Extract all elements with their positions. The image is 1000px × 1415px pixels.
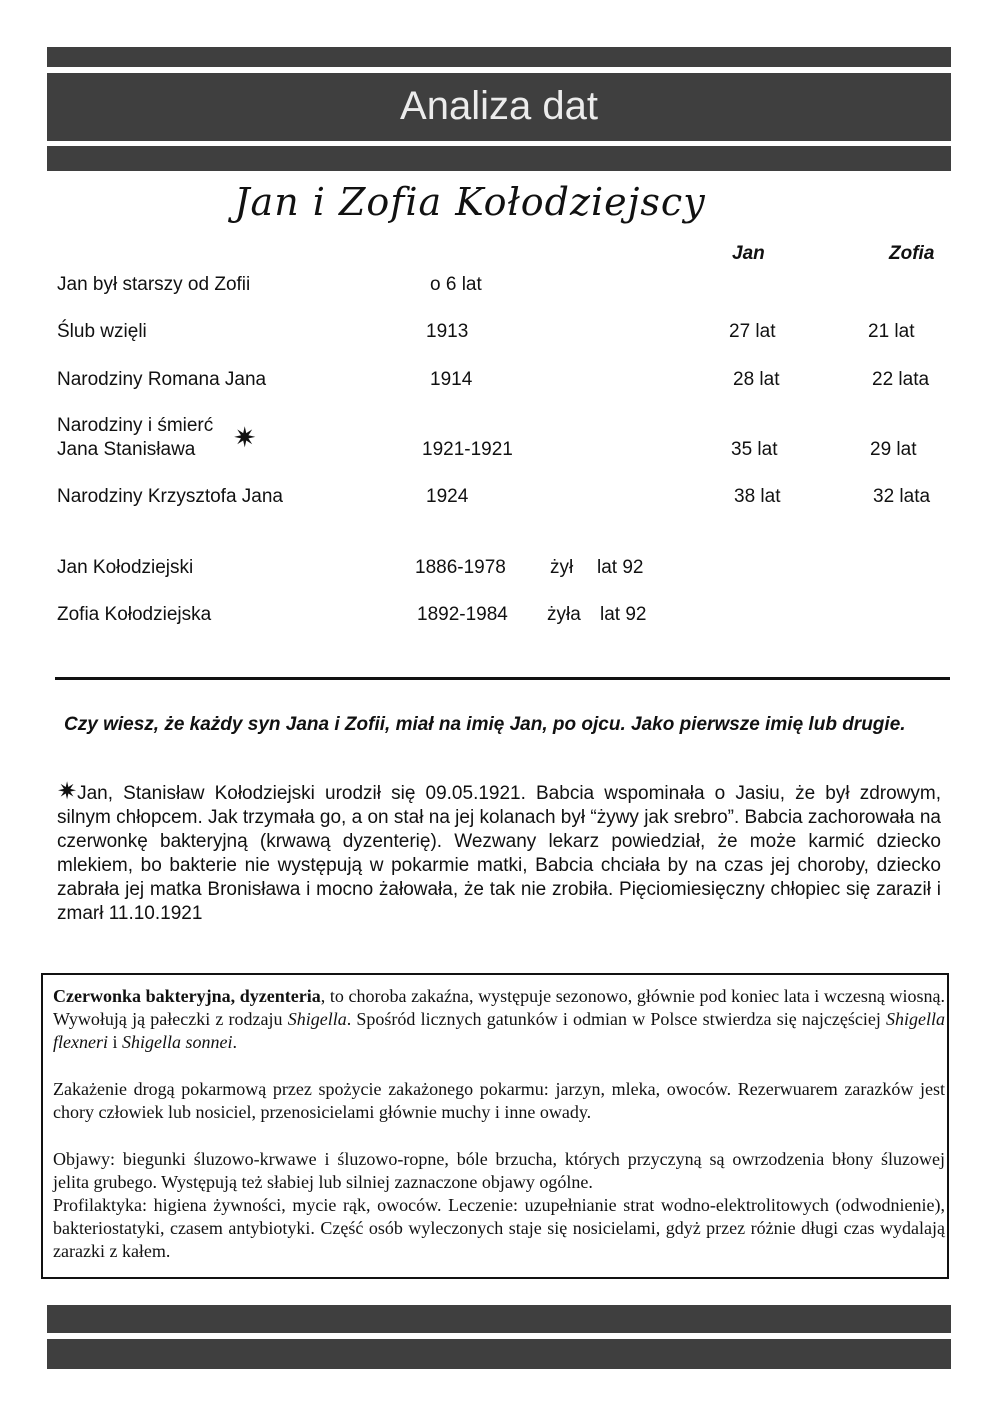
row-event: Ślub wzięli bbox=[57, 321, 147, 342]
header-bottom-bar bbox=[47, 146, 951, 171]
info-paragraph-2: Zakażenie drogą pokarmową przez spożycie zakażonego pokarmu: jarzyn, mleka, owoców. Rezerwuarem zarazków jest chory człowiek lub nosiciel, przenosicielami głównie muchy i inne owady. bbox=[53, 1079, 945, 1122]
info-species: Shigella bbox=[287, 1009, 347, 1029]
couple-title: Jan i Zofia Kołodziejscy bbox=[234, 180, 706, 224]
row-date: 1924 bbox=[426, 486, 469, 507]
column-header-jan: Jan bbox=[732, 243, 765, 264]
lifespan-age: lat 92 bbox=[600, 604, 647, 625]
lifespan-years: 1892-1984 bbox=[417, 604, 508, 625]
row-date: 1914 bbox=[430, 369, 473, 390]
header-band bbox=[47, 73, 951, 141]
row-age-zofia: 21 lat bbox=[868, 321, 915, 342]
footer-bar-1 bbox=[47, 1305, 951, 1333]
row-date: 1921-1921 bbox=[422, 439, 513, 460]
info-box bbox=[41, 973, 949, 1279]
row-event-line2: Jana Stanisława bbox=[57, 439, 196, 460]
info-species: Shigella sonnei bbox=[122, 1032, 233, 1052]
footer-bar-2 bbox=[47, 1339, 951, 1369]
lifespan-lived: żyła bbox=[547, 604, 581, 625]
story-paragraph bbox=[57, 780, 941, 926]
star-marker-icon: ✷ bbox=[233, 422, 257, 453]
row-age-jan: 27 lat bbox=[729, 321, 776, 342]
info-text: , to choroba zakaźna, występuje sezonowo, głównie pod koniec lata i wczesną wiosną. Wywołują ją pałeczki z rodzaju bbox=[53, 986, 945, 1029]
lifespan-lived: żył bbox=[550, 557, 574, 578]
row-age-zofia: 22 lata bbox=[872, 369, 930, 390]
lifespan-name: Jan Kołodziejski bbox=[57, 557, 194, 578]
row-event-line1: Narodziny i śmierć bbox=[57, 415, 214, 436]
info-paragraph-4: Profilaktyka: higiena żywności, mycie rąk, owoców. Leczenie: uzupełnianie strat wodno-elektrolitowych (odwodnienie), bakteriostatyki, czasem antybiotyki. Część osób wyleczonych staje się nosicielami, gdyż przez różnie długi czas wydalają zarazki z kałem. bbox=[53, 1195, 945, 1261]
info-paragraph-1 bbox=[53, 985, 945, 1054]
column-header-zofia: Zofia bbox=[889, 243, 935, 264]
row-event: Narodziny Romana Jana bbox=[57, 369, 267, 390]
info-paragraph-3: Objawy: biegunki śluzowo-krwawe i śluzowo-ropne, bóle brzucha, których przyczyną są owrzodzenia błony śluzowej jelita grubego. Występują też słabiej lub silniej zaznaczone objawy ogólne. bbox=[53, 1149, 945, 1192]
lifespan-age: lat 92 bbox=[597, 557, 644, 578]
row-event: Narodziny Krzysztofa Jana bbox=[57, 486, 283, 507]
row-age-jan: 28 lat bbox=[733, 369, 780, 390]
info-species: Shigella flexneri bbox=[53, 1009, 945, 1052]
star-marker-icon: ✷ bbox=[57, 778, 78, 805]
row-date: o 6 lat bbox=[430, 274, 482, 295]
info-text: . Spośród licznych gatunków i odmian w Polsce stwierdza się najczęściej bbox=[346, 1009, 886, 1029]
row-age-jan: 38 lat bbox=[734, 486, 781, 507]
row-age-zofia: 32 lata bbox=[873, 486, 931, 507]
row-event: Jan był starszy od Zofii bbox=[57, 274, 251, 295]
did-you-know-note: Czy wiesz, że każdy syn Jana i Zofii, miał na imię Jan, po ojcu. Jako pierwsze imię lub drugie. bbox=[64, 714, 906, 735]
row-age-zofia: 29 lat bbox=[870, 439, 917, 460]
info-text: i bbox=[107, 1032, 122, 1052]
top-bar bbox=[47, 47, 951, 67]
row-age-jan: 35 lat bbox=[731, 439, 778, 460]
lifespan-years: 1886-1978 bbox=[415, 557, 506, 578]
info-term: Czerwonka bakteryjna, dyzenteria bbox=[53, 986, 321, 1006]
lifespan-name: Zofia Kołodziejska bbox=[57, 604, 212, 625]
page-title: Analiza dat bbox=[400, 84, 598, 128]
row-date: 1913 bbox=[426, 321, 469, 342]
info-text: . bbox=[232, 1032, 237, 1052]
story-text: Jan, Stanisław Kołodziejski urodził się 09.05.1921. Babcia wspominała o Jasiu, że był zdrowym, silnym chłopcem. Jak trzymała go, a on stał na jej kolanach był “żywy jak srebro”. Babcia zachorowała na czerwonkę bakteryjną (krwawą dyzenterię). Wezwany lekarz powiedział, że może karmić dziecko mlekiem, bo bakterie nie występują w pokarmie matki, Babcia chciała by na czas jej choroby, dziecko zabrała jej matka Bronisława i mocno żałowała, że tak nie zrobiła. Pięciomiesięczny chłopiec się zaraził i zmarł 11.10.1921 bbox=[57, 783, 941, 924]
section-divider bbox=[55, 677, 950, 680]
